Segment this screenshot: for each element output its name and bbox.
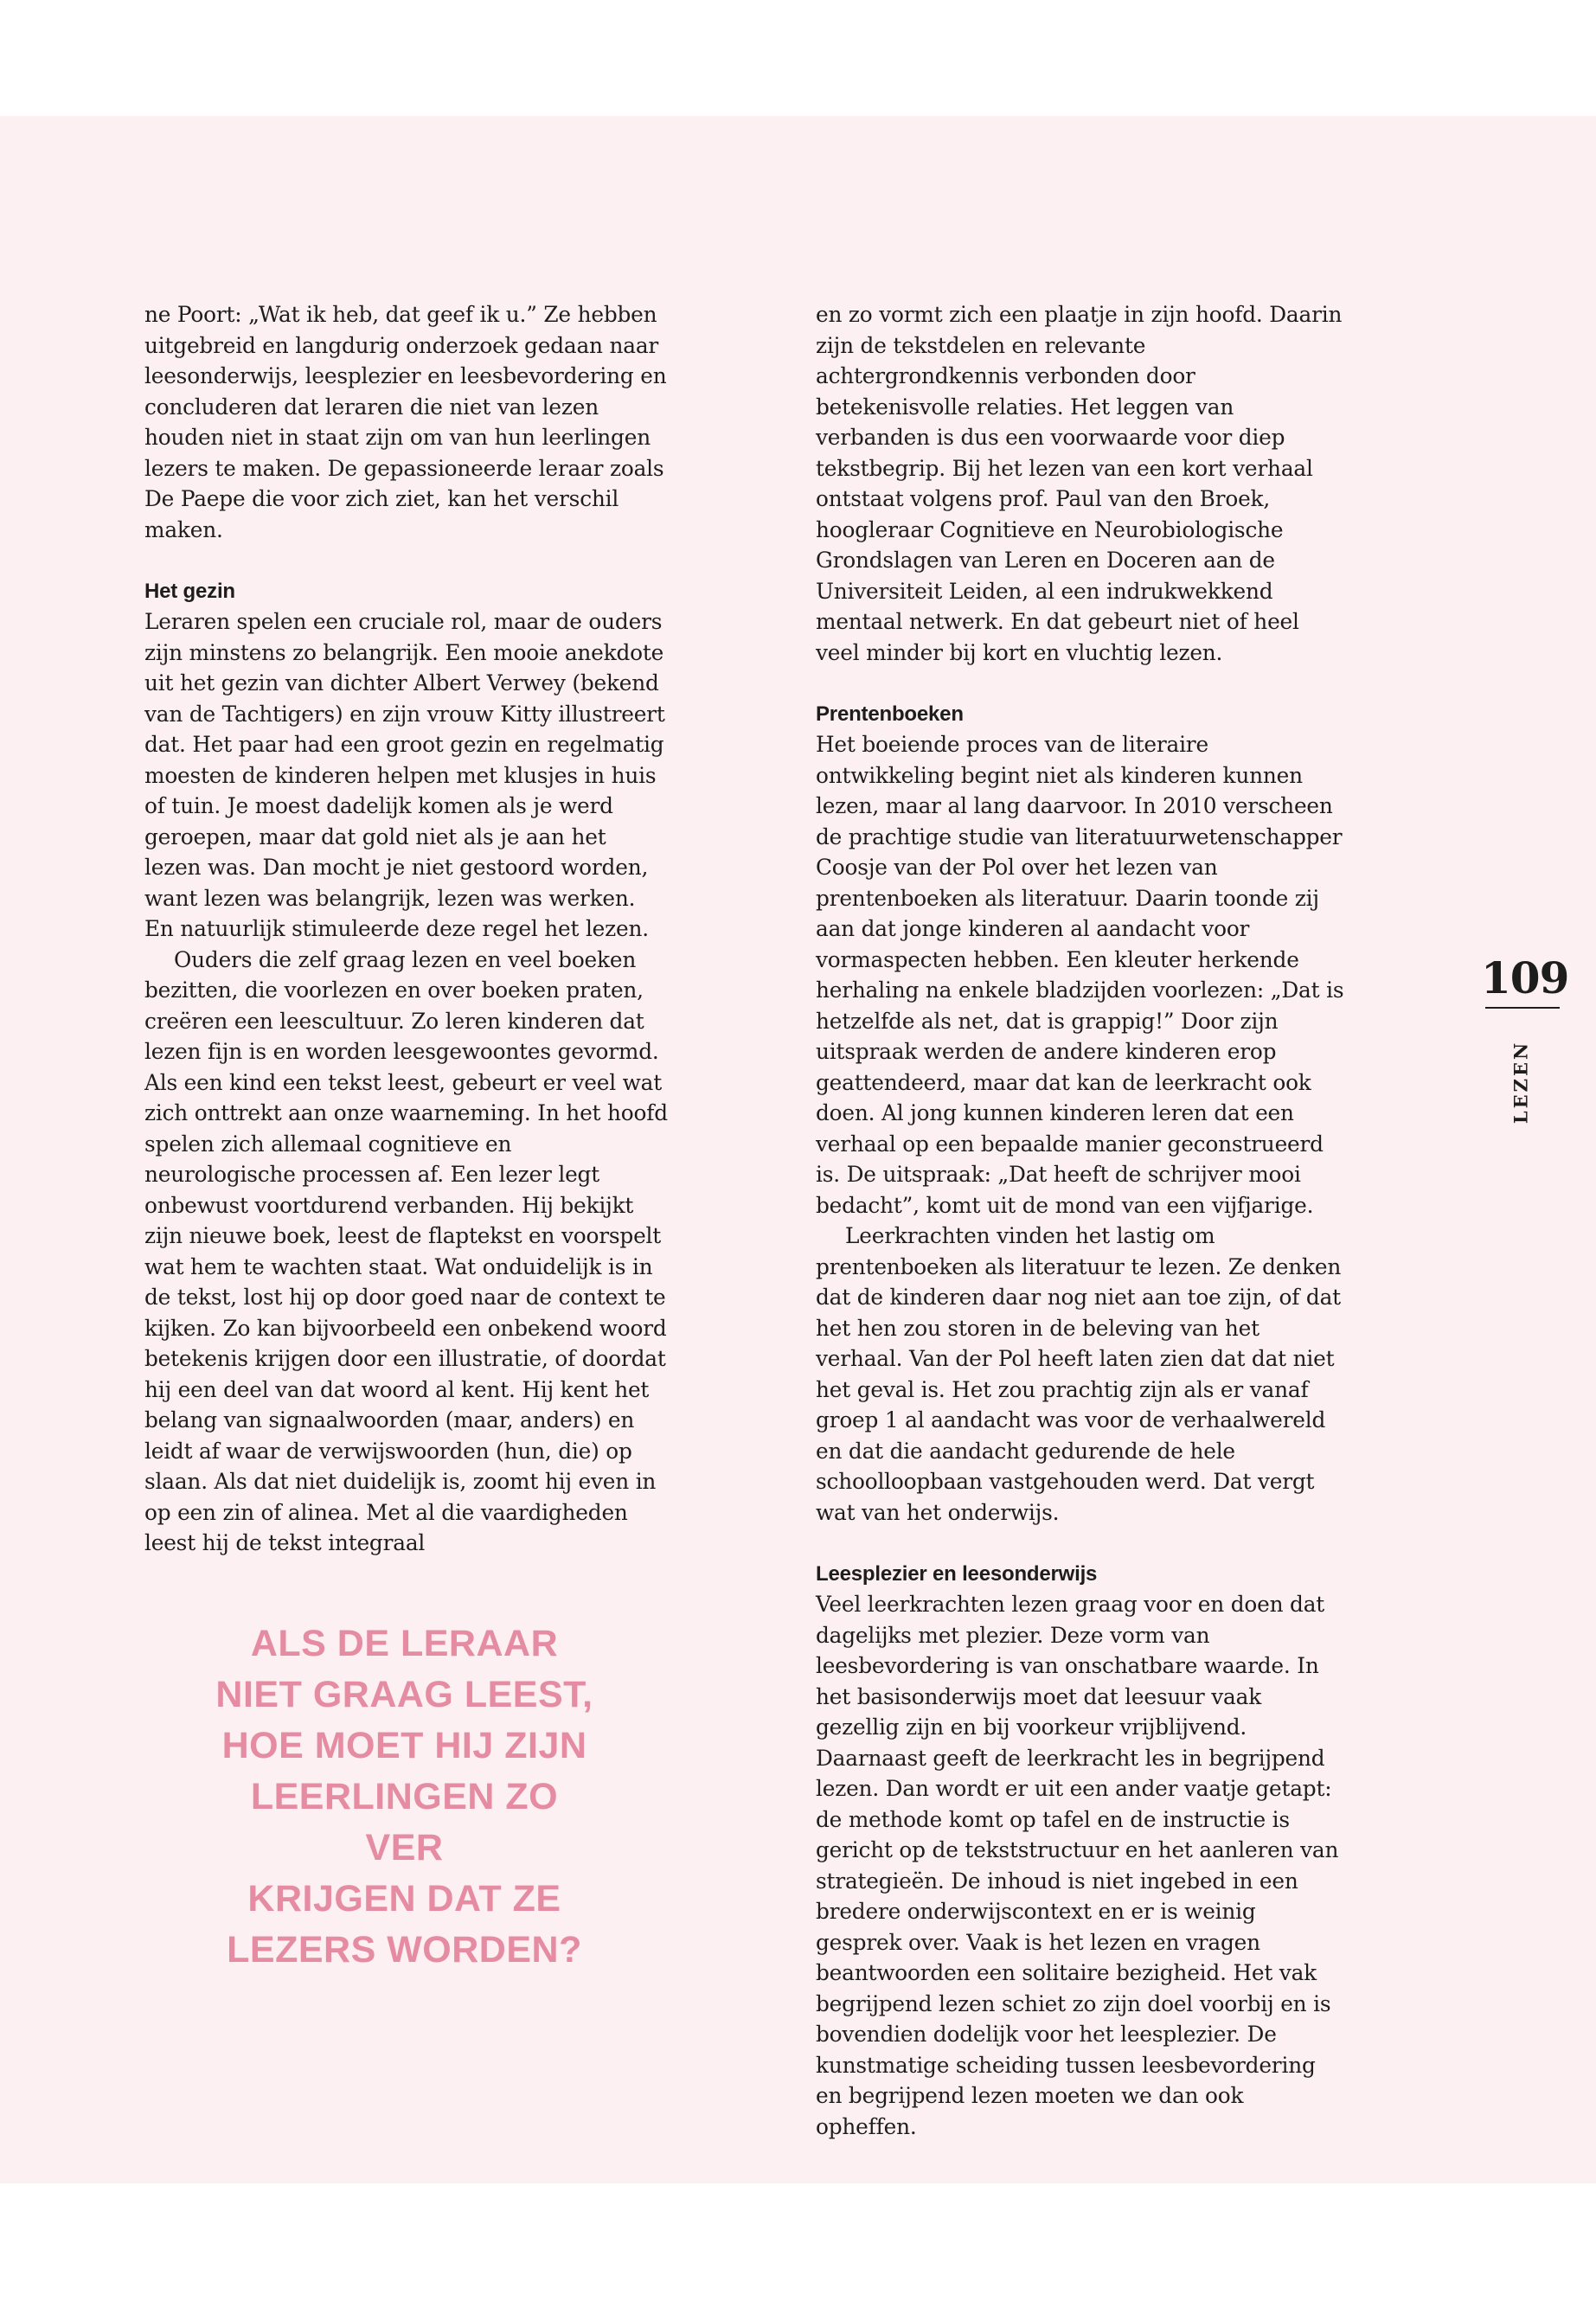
right-text-column: [816, 299, 1345, 2142]
pull-quote: [208, 1618, 601, 1976]
section-heading-leesplezier: Leesplezier en leesonderwijs: [816, 1561, 1098, 1586]
pull-quote-line: LEERLINGEN ZO VER: [250, 1776, 559, 1868]
paragraph: Veel leerkrachten lezen graag voor en doen dat dagelijks met plezier. Deze vorm van leesbevordering is van onschatbare waarde. In het basisonderwijs moet dat leesuur vaak gezellig zijn en bij voorkeur vrijblijvend. Daarnaast geeft de leerkracht les in begrijpend lezen. Dan wordt er uit een ander vaatje getapt: de methode komt op tafel en de instructie is gericht op de tekststructuur en het aanleren van strategieën. De inhoud is niet ingebed in een bredere onderwijscontext en er is weinig gesprek over. Vaak is het lezen en vragen beantwoorden een solitaire bezigheid. Het vak begrijpend lezen schiet zo zijn doel voorbij en is bovendien dodelijk voor het leesplezier. De kunstmatige scheiding tussen leesbevordering en begrijpend lezen moeten we dan ook opheffen.: [816, 1592, 1339, 2139]
left-text-column: [144, 299, 668, 1559]
paragraph: Leerkrachten vinden het lastig om prentenboeken als literatuur te lezen. Ze denken dat de kinderen daar nog niet aan toe zijn, of dat het hen zou storen in de beleving van het verhaal. Van der Pol heeft laten zien dat dat niet het geval is. Het zou prachtig zijn als er vanaf groep 1 al aandacht was voor de verhaalwereld en dat die aandacht gedurende de hele schoolloopbaan vastgehouden werd. Dat vergt wat van het onderwijs.: [816, 1223, 1342, 1525]
section-label-wrapper: [1503, 1026, 1538, 1138]
page-number: 109: [1481, 952, 1569, 1003]
paragraph: Leraren spelen een cruciale rol, maar de ouders zijn minstens zo belangrijk. Een mooie anekdote uit het gezin van dichter Albert Verwey (bekend van de Tachtigers) en zijn vrouw Kitty illustreert dat. Het paar had een groot gezin en regelmatig moesten de kinderen helpen met klusjes in huis of tuin. Je moest dadelijk komen als je werd geroepen, maar dat gold niet als je aan het lezen was. Dan mocht je niet gestoord worden, want lezen was belangrijk, lezen was werken. En natuurlijk stimuleerde deze regel het lezen.: [144, 609, 665, 941]
section-heading-prentenboeken: Prentenboeken: [816, 702, 964, 726]
pull-quote-line: LEZERS WORDEN?: [227, 1929, 582, 1971]
pull-quote-line: NIET GRAAG LEEST,: [215, 1674, 593, 1715]
pull-quote-line: HOE MOET HIJ ZIJN: [221, 1725, 587, 1766]
folio-divider: [1485, 1007, 1560, 1009]
pull-quote-line: ALS DE LERAAR: [250, 1623, 559, 1664]
folio: [1481, 952, 1569, 1125]
section-heading-het-gezin: Het gezin: [144, 579, 235, 603]
paragraph: Het boeiende proces van de literaire ontwikkeling begint niet als kinderen kunnen lezen, maar al lang daarvoor. In 2010 verscheen de prachtige studie van literatuurwetenschapper Coosje van der Pol over het lezen van prentenboeken als literatuur. Daarin toonde zij aan dat jonge kinderen al aandacht voor vormaspecten hebben. Een kleuter herkende herhaling na enkele bladzijden voorlezen: „Dat is hetzelfde als net, dat is grappig!” Door zijn uitspraak werden de andere kinderen erop geattendeerd, maar dat kan de leerkracht ook doen. Al jong kunnen kinderen leren dat een verhaal op een bepaalde manier geconstrueerd is. De uitspraak: „Dat heeft de schrijver mooi bedacht”, komt uit de mond van een vijfjarige.: [816, 732, 1344, 1218]
paragraph: Ouders die zelf graag lezen en veel boeken bezitten, die voorlezen en over boeken praten, creëren een leescultuur. Zo leren kinderen dat lezen fijn is en worden leesgewoontes gevormd. Als een kind een tekst leest, gebeurt er veel wat zich onttrekt aan onze waarneming. In het hoofd spelen zich allemaal cognitieve en neurologische processen af. Een lezer legt onbewust voortdurend verbanden. Hij bekijkt zijn nieuwe boek, leest de flaptekst en voorspelt wat hem te wachten staat. Wat onduidelijk is in de tekst, lost hij op door goed naar de context te kijken. Zo kan bijvoorbeeld een onbekend woord betekenis krijgen door een illustratie, of doordat hij een deel van dat woord al kent. Hij kent het belang van signaalwoorden (maar, anders) en leidt af waar de verwijswoorden (hun, die) op slaan. Als dat niet duidelijk is, zoomt hij even in op een zin of alinea. Met al die vaardigheden leest hij de tekst integraal: [144, 946, 668, 1555]
section-label: LEZEN: [1509, 1040, 1532, 1125]
pull-quote-line: KRIJGEN DAT ZE: [247, 1878, 561, 1920]
paragraph: en zo vormt zich een plaatje in zijn hoofd. Daarin zijn de tekstdelen en relevante achtergrondkennis verbonden door betekenisvolle relaties. Het leggen van verbanden is dus een voorwaarde voor diep tekstbegrip. Bij het lezen van een kort verhaal ontstaat volgens prof. Paul van den Broek, hoogleraar Cognitieve en Neurobiologische Grondslagen van Leren en Doceren aan de Universiteit Leiden, al een indrukwekkend mentaal netwerk. En dat gebeurt niet of heel veel minder bij kort en vluchtig lezen.: [816, 302, 1343, 665]
paragraph: ne Poort: „Wat ik heb, dat geef ik u.” Ze hebben uitgebreid en langdurig onderzoek gedaan naar leesonderwijs, leesplezier en leesbevordering en concluderen dat leraren die niet van lezen houden niet in staat zijn om van hun leerlingen lezers te maken. De gepassioneerde leraar zoals De Paepe die voor zich ziet, kan het verschil maken.: [144, 302, 667, 542]
